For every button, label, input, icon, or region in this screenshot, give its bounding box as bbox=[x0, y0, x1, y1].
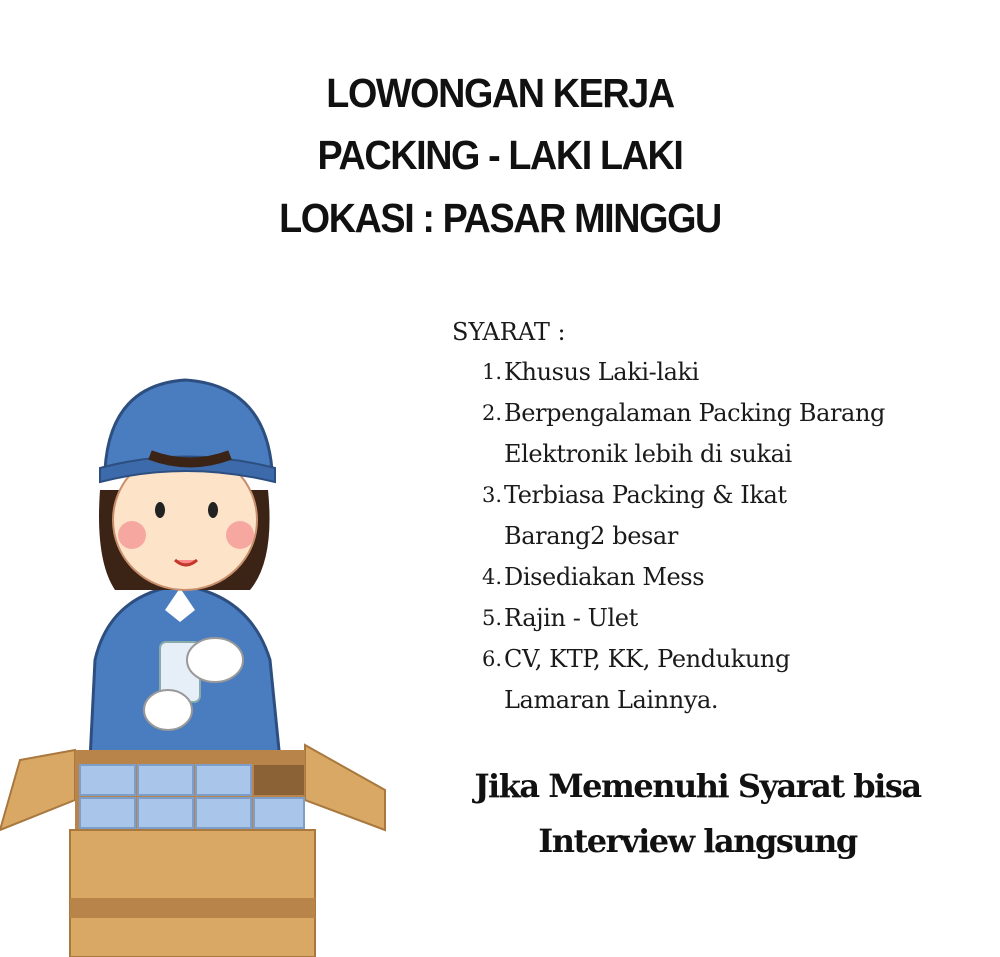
list-item bbox=[452, 639, 984, 680]
item-text: Lamaran Lainnya. bbox=[504, 686, 719, 714]
list-item-continued bbox=[452, 680, 984, 721]
requirements-heading: SYARAT : bbox=[452, 318, 566, 346]
list-item-continued bbox=[452, 434, 984, 475]
item-number: 3. bbox=[481, 483, 502, 507]
cta-line-1: Jika Memenuhi Syarat bisa bbox=[474, 767, 921, 805]
item-number: 1. bbox=[481, 360, 502, 384]
list-item bbox=[452, 557, 984, 598]
item-text: Rajin - Ulet bbox=[504, 604, 638, 632]
item-text: Elektronik lebih di sukai bbox=[504, 440, 792, 468]
worker-packing-illustration bbox=[0, 360, 400, 957]
list-item bbox=[452, 393, 984, 434]
title-line-1: LOWONGAN KERJA bbox=[326, 70, 674, 116]
item-text: Disediakan Mess bbox=[504, 563, 705, 591]
item-number: 6. bbox=[481, 647, 502, 671]
requirements-section bbox=[452, 318, 984, 721]
item-text: CV, KTP, KK, Pendukung bbox=[504, 645, 790, 673]
item-text: Berpengalaman Packing Barang bbox=[504, 399, 885, 427]
cta-line-2: Interview langsung bbox=[538, 822, 857, 860]
item-number: 4. bbox=[481, 565, 502, 589]
title-line-3: LOKASI : PASAR MINGGU bbox=[279, 195, 721, 241]
list-item bbox=[452, 598, 984, 639]
item-text: Khusus Laki-laki bbox=[504, 358, 699, 386]
item-text: Barang2 besar bbox=[504, 522, 678, 550]
list-item-continued bbox=[452, 516, 984, 557]
title-line-2: PACKING - LAKI LAKI bbox=[317, 132, 683, 178]
item-number: 2. bbox=[481, 401, 502, 425]
item-text: Terbiasa Packing & Ikat bbox=[504, 481, 787, 509]
list-item bbox=[452, 352, 984, 393]
requirements-list bbox=[452, 352, 984, 721]
list-item bbox=[452, 475, 984, 516]
item-number: 5. bbox=[481, 606, 502, 630]
